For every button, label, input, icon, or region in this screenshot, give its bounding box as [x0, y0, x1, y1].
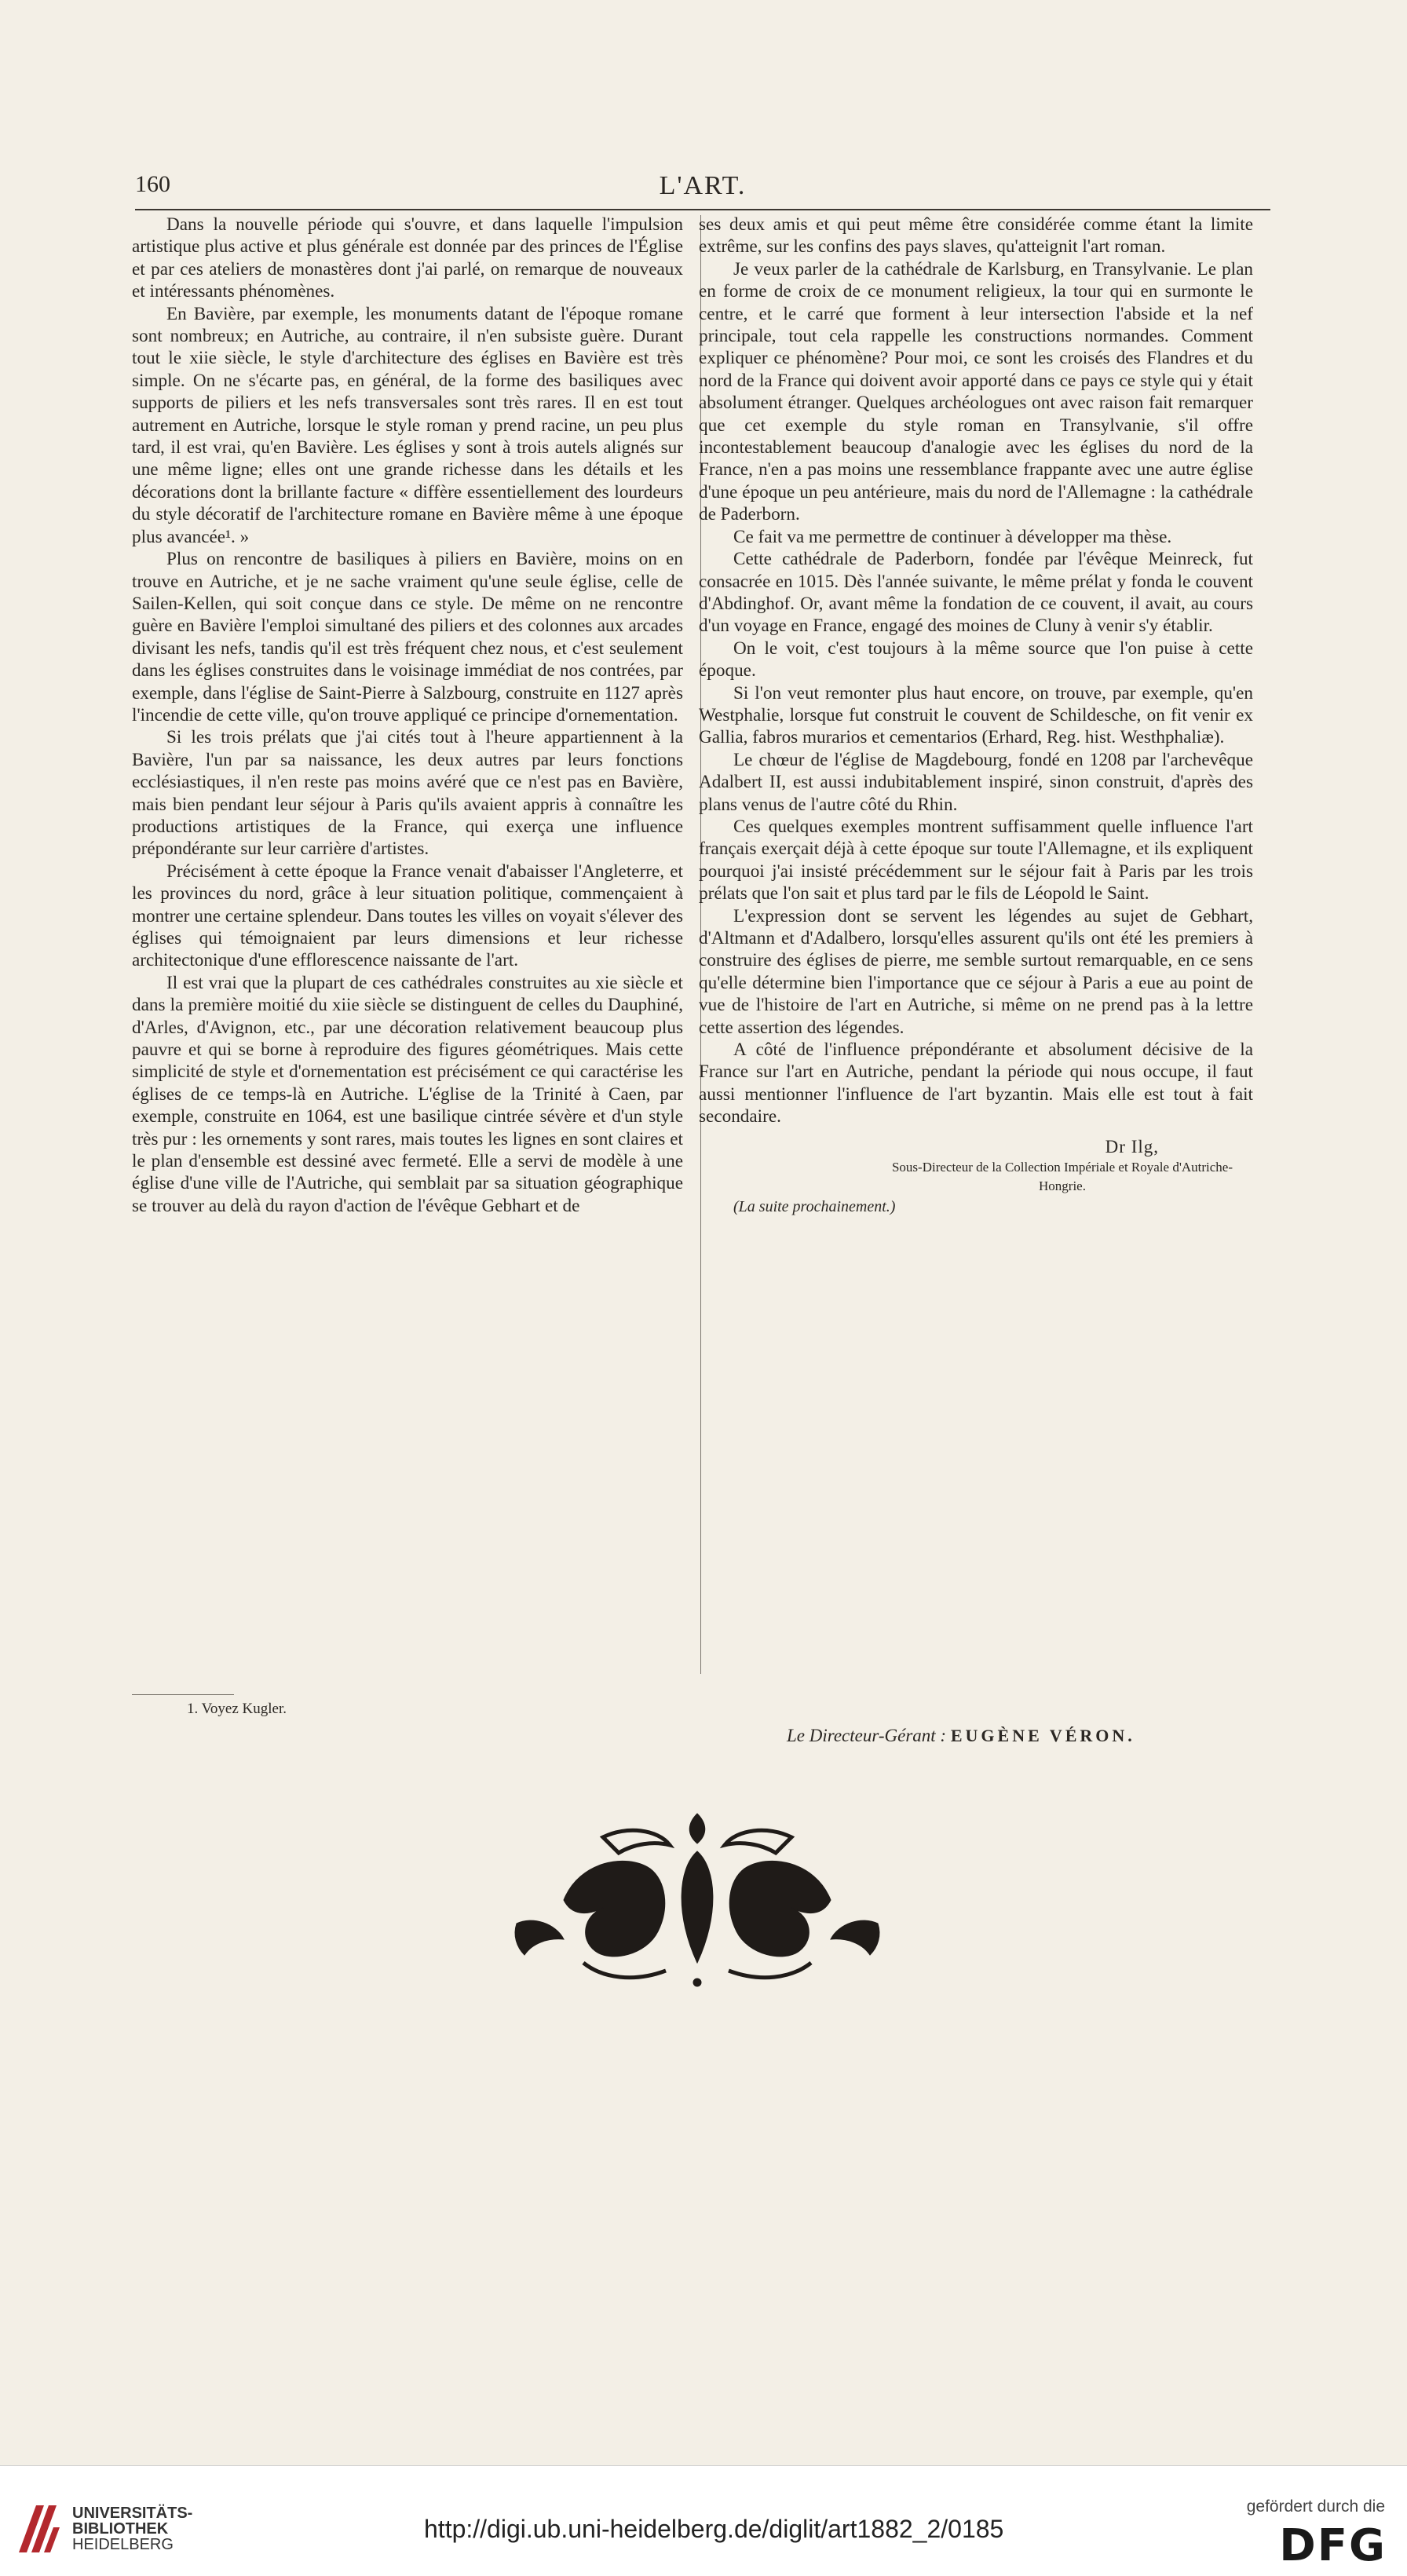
paragraph: Précisément à cette époque la France venait d'abaisser l'Angleterre, et les provinces du nord, grâce à leur situation politique, commençaient à montrer une certaine splendeur. Dans toutes les villes on voyait s'élever des églises qui témoignaient par leurs dimensions et leur richesse architectonique d'une efflorescence naissante de l'art.	[132, 860, 683, 971]
paragraph: Si les trois prélats que j'ai cités tout à l'heure appartiennent à la Bavière, l'un par sa naissance, les deux autres par leurs fonctions ecclésiastiques, il n'en reste pas moins avéré que ce n'est pas en Bavière, mais bien pendant leur séjour à Paris qu'ils avaient appris à connaître les productions artistiques de la France, qui exerça une influence prépondérante sur leur carrière d'artistes.	[132, 727, 683, 860]
paragraph: Ce fait va me permettre de continuer à développer ma thèse.	[733, 526, 1172, 547]
paragraph: Ces quelques exemples montrent suffisamment quelle influence l'art français exerçait déjà à cette époque sur toute l'Allemagne, et ils expliquent pourquoi j'ai insisté précédemment sur le séjour fait à Paris par les trois prélats que l'on sait et plus tard par le fils de Léopold le Saint.	[699, 816, 1253, 904]
running-title: L'ART.	[659, 171, 747, 200]
signature-title: Sous-Directeur de la Collection Impériale et Royale d'Autriche-Hongrie.	[891, 1160, 1233, 1194]
permalink-url[interactable]: http://digi.ub.uni-heidelberg.de/diglit/art1882_2/0185	[424, 2515, 1004, 2543]
funder-label: gefördert durch die	[1246, 2497, 1385, 2516]
footnote-rule	[132, 1694, 234, 1695]
paragraph: Plus on rencontre de basiliques à piliers en Bavière, moins on en trouve en Autriche, et je ne sache vraiment qu'une seule église, celle de Sailen-Kellen, qui soit conçue dans ce style. De même on ne rencontre guère en Bavière l'emploi simultané des piliers et des colonnes aux arcades divisant les nefs, tandis qu'il est très fréquent chez nous, et c'est seulement dans les églises construites dans le voisinage immédiat de nos contrées, par exemple, dans l'église de Saint-Pierre à Salzbourg, construite en 1127 après l'incendie de cette ville, qu'on trouve appliqué ce principe d'ornementation.	[132, 549, 683, 725]
continuation-note: (La suite prochainement.)	[733, 1198, 896, 1216]
viewer-footer	[0, 2465, 1407, 2576]
director-credit	[787, 1726, 1135, 1746]
left-column	[132, 214, 683, 1217]
paragraph: Le chœur de l'église de Magdebourg, fondé en 1208 par l'archevêque Adalbert II, est aussi indubitablement inspiré, sinon construit, d'après des plans venus de l'autre côté du Rhin.	[699, 749, 1253, 815]
right-column	[699, 214, 1253, 1218]
paragraph: A côté de l'influence prépondérante et absolument décisive de la France sur l'art en Autriche, pendant la période qui nous occupe, il faut aussi mentionner l'influence de l'art byzantin. Mais elle est tout à fait secondaire.	[699, 1040, 1253, 1127]
paragraph: Cette cathédrale de Paderborn, fondée par l'évêque Meinreck, fut consacrée en 1015. Dès l'année suivante, le même prélat y fonda le couvent d'Abdinghof. Or, avant même la fondation de ce couvent, il avait, au cours d'un voyage en France, engagé des moines de Cluny à venir s'y établir.	[699, 549, 1253, 637]
ornament-base-dot	[693, 1979, 701, 1986]
paragraph: En Bavière, par exemple, les monuments datant de l'époque romane sont nombreux; en Autriche, au contraire, il n'en subsiste guère. Durant tout le xiie siècle, le style d'architecture des églises en Bavière est très simple. On ne s'écarte pas, en général, de la forme des basiliques avec supports de piliers et les nefs transversales sont très rares. Il en est tout autrement en Autriche, lorsque le style roman y prend racine, un peu plus tard, il est vrai, qu'en Bavière. Les églises y sont à trois autels alignés sur une même ligne; elles ont une grande richesse dans les détails et les décorations dont la brillante facture « diffère essentiellement des lourdeurs du style décoratif de l'architecture romane en Bavière même à une époque plus avancée¹. »	[132, 303, 683, 547]
ornament-right-griffin	[725, 1830, 879, 1977]
ornament-finial	[689, 1814, 705, 1843]
paragraph: L'expression dont se servent les légendes au sujet de Gebhart, d'Altmann et d'Adalbero, lorsqu'elles assurent qu'ils ont été les premiers à construire des églises de pierre, me semble surtout remarquable, en ce sens qu'elle détermine bien l'importance que ce séjour à Paris a eue au point de vue de l'histoire de l'art en Autriche, si même on ne prend pas à la lettre cette assertion des légendes.	[699, 905, 1253, 1038]
library-name-line: BIBLIOTHEK	[72, 2520, 169, 2538]
paragraph: Il est vrai que la plupart de ces cathédrales construites au xie siècle et dans la première moitié du xiie siècle se distinguent de celles du Dauphiné, d'Arles, d'Avignon, etc., par une décoration relativement beaucoup plus pauvre et qui se borne à reproduire des figures géométriques. Mais cette simplicité de style et d'ornementation est précisément ce qui caractérise les églises de ce temps-là en Autriche. L'église de la Trinité à Caen, par exemple, construite en 1064, est une basilique cintrée sévère et d'un style très pur : les ornements y sont rares, mais toutes les lignes en sont claires et le plan d'ensemble est dessiné avec fermeté. Elle a servi de modèle à une église d'une ville de l'Autriche, qui semblait par sa situation géographique se trouver au delà du rayon d'action de l'évêque Gebhart et de	[132, 972, 683, 1216]
library-name-line: UNIVERSITÄTS-	[72, 2505, 193, 2522]
page-number: 160	[135, 171, 170, 197]
director-role: Le Directeur-Gérant :	[787, 1726, 951, 1745]
signature-name: Dr Ilg,	[1105, 1136, 1159, 1156]
library-name-line: HEIDELBERG	[72, 2536, 174, 2553]
library-logo-icon[interactable]	[13, 2497, 63, 2560]
library-name[interactable]	[72, 2505, 192, 2552]
signature-block	[699, 1136, 1253, 1219]
footnote: 1. Voyez Kugler.	[187, 1701, 287, 1717]
paragraph: Dans la nouvelle période qui s'ouvre, et dans laquelle l'impulsion artistique plus active et plus générale est donnée par des princes de l'Église et par ces ateliers de monastères dont j'ai parlé, on remarque de nouveaux et intéressants phénomènes.	[132, 214, 683, 302]
paragraph: Si l'on veut remonter plus haut encore, on trouve, par exemple, qu'en Westphalie, lorsque fut construit le couvent de Schildesche, on fit venir ex Gallia, fabros murarios et cementarios (Erhard, Reg. hist. Westhphaliæ).	[699, 682, 1253, 748]
paragraph: On le voit, c'est toujours à la même source que l'on puise à cette époque.	[699, 638, 1253, 681]
ornament-center-vase	[682, 1851, 713, 1963]
header-rule	[135, 209, 1270, 210]
ornament-left-griffin	[515, 1830, 670, 1977]
dfg-logo[interactable]: DFG	[1279, 2520, 1387, 2571]
paragraph: Je veux parler de la cathédrale de Karlsburg, en Transylvanie. Le plan en forme de croix de ce monument religieux, la tour qui en surmonte le centre, et le carré que forment à leur intersection l'abside et la nef principale, tout cela rappelle les constructions normandes. Comment expliquer ce phénomène? Pour moi, ce sont les croisés des Flandres et du nord de la France qui doivent avoir apporté dans ce pays ce style qui y était absolument étranger. Quelques archéologues ont avec raison fait remarquer que cet exemple du style roman en Transylvanie, s'il offre incontestablement beaucoup d'analogie avec les églises du nord de la France, n'en a pas moins une ressemblance frappante avec une autre église d'une époque un peu antérieure, mais du nord de l'Allemagne : la cathédrale de Paderborn.	[699, 258, 1253, 525]
page-header	[135, 171, 1270, 207]
paragraph: ses deux amis et qui peut même être considérée comme étant la limite extrême, sur les confins des pays slaves, qu'atteignit l'art roman.	[699, 214, 1253, 258]
director-name: EUGÈNE VÉRON.	[950, 1726, 1135, 1745]
griffin-ornament-icon	[509, 1806, 886, 1991]
